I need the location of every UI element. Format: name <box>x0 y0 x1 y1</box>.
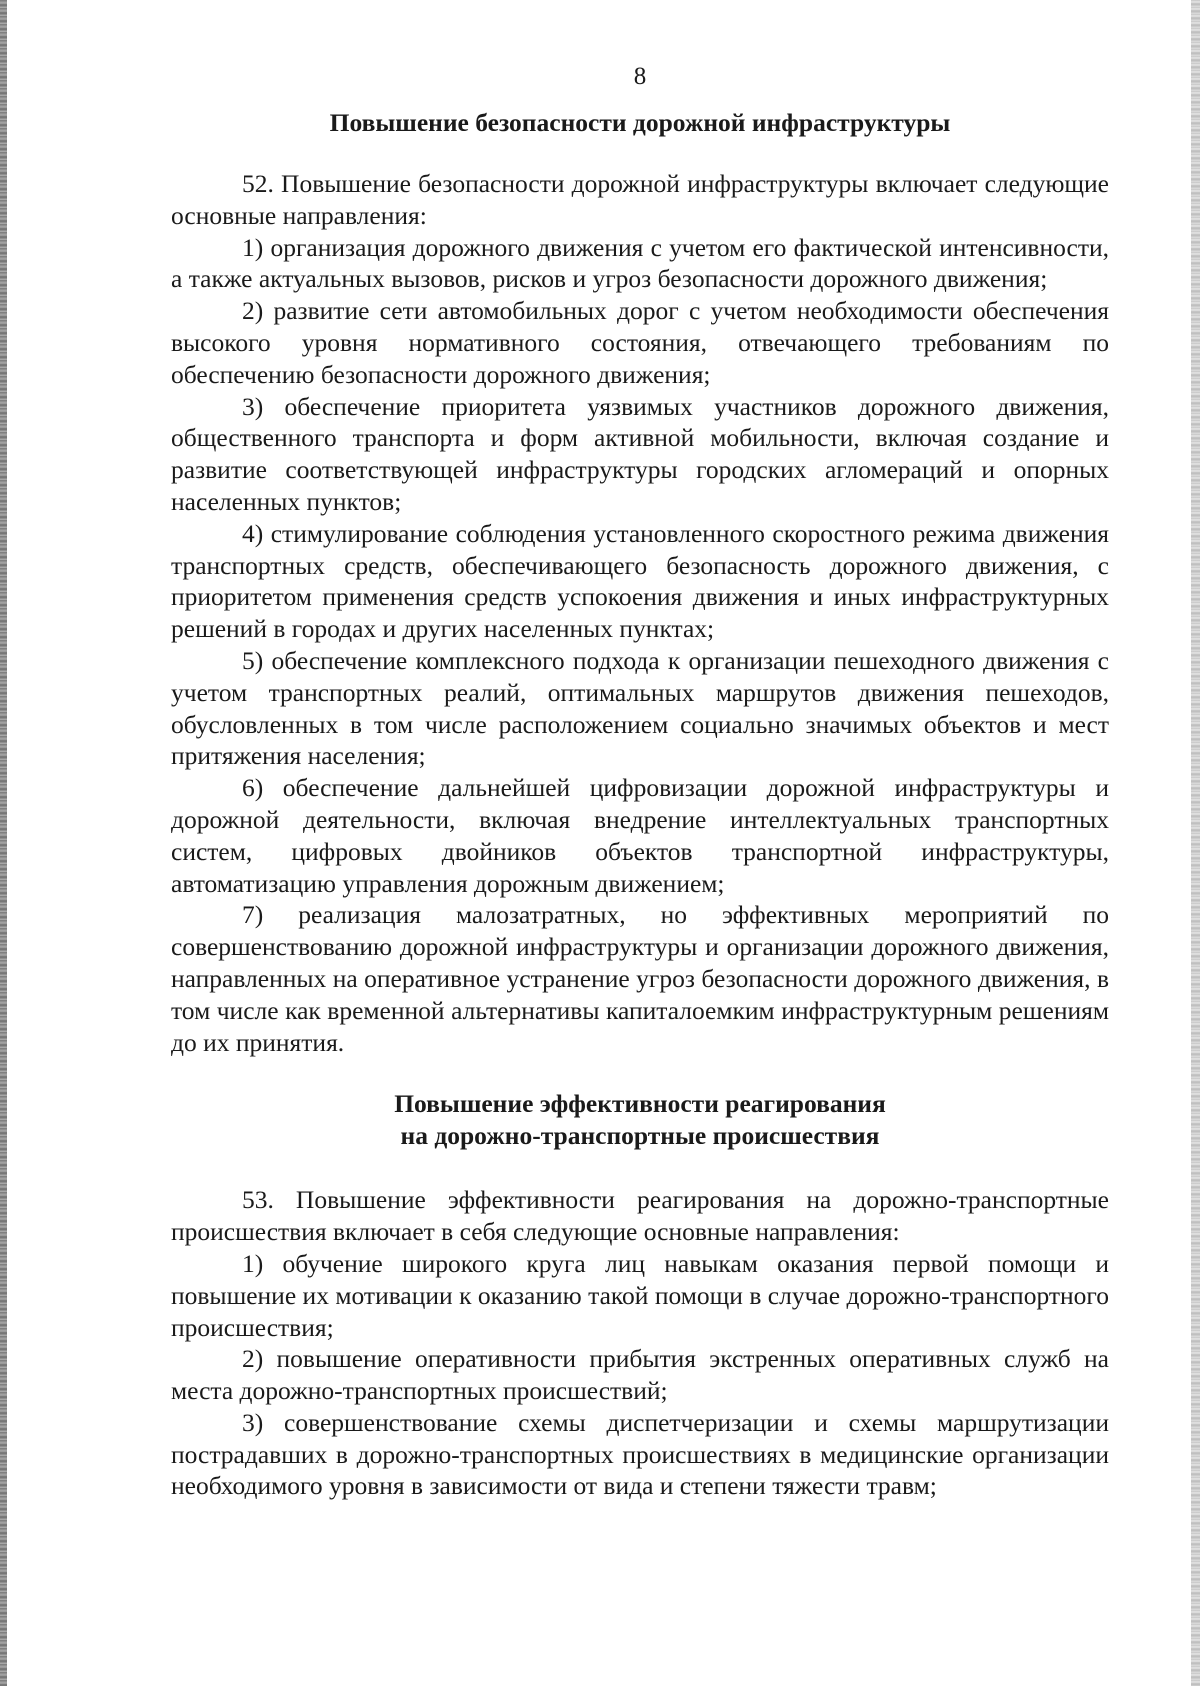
list-item-52-7: 7) реализация малозатратных, но эффективных мероприятий по совершенствованию дорожной инфраструктуры и организации дорожного движения, направленных на оперативное устранение угроз безопасности дорожного движения, в том числе как временной альтернативы капиталоемким инфраструктурным решениям до их принятия. <box>171 900 1109 1057</box>
scan-edge-left <box>0 0 7 1686</box>
list-item-52-3: 3) обеспечение приоритета уязвимых участников дорожного движения, общественного транспорта и форм активной мобильности, включая создание и развитие соответствующей инфраструктуры городских агломераций и опорных населенных пунктов; <box>171 391 1109 516</box>
paragraph-53: 53. Повышение эффективности реагирования на дорожно-транспортные происшествия включает в себя следующие основные направления: <box>171 1185 1109 1247</box>
section-heading-road-infrastructure: Повышение безопасности дорожной инфраструктуры <box>329 108 951 137</box>
list-item-52-5: 5) обеспечение комплексного подхода к организации пешеходного движения с учетом транспортных реалий, оптимальных маршрутов движения пешеходов, обусловленных в том числе расположением социально значимых объектов и мест притяжения населения; <box>171 645 1109 771</box>
list-item-52-6: 6) обеспечение дальнейшей цифровизации дорожной инфраструктуры и дорожной деятельности, включая внедрение интеллектуальных транспортных систем, цифровых двойников объектов транспортной инфраструктуры, автоматизацию управления дорожным движением; <box>171 773 1109 898</box>
section-heading-incident-response <box>171 1088 1109 1152</box>
document-page <box>171 60 1109 1502</box>
list-item-52-1: 1) организация дорожного движения с учетом его фактической интенсивности, а также актуальных вызовов, рисков и угроз безопасности дорожного движения; <box>171 232 1109 294</box>
section-heading-line-1: Повышение эффективности реагирования <box>394 1089 886 1119</box>
list-item-52-2: 2) развитие сети автомобильных дорог с учетом необходимости обеспечения высокого уровня нормативного состояния, отвечающего требованиям по обеспечению безопасности дорожного движения; <box>171 296 1109 389</box>
scan-edge-right <box>1191 0 1200 1686</box>
list-item-53-1: 1) обучение широкого круга лиц навыкам оказания первой помощи и повышение их мотивации к оказанию такой помощи в случае дорожно-транспортного происшествия; <box>171 1248 1109 1342</box>
page-number: 8 <box>633 63 647 90</box>
section-heading-line-2: на дорожно-транспортные происшествия <box>400 1121 880 1151</box>
list-item-53-2: 2) повышение оперативности прибытия экстренных оперативных служб на места дорожно-транспортных происшествий; <box>171 1344 1109 1406</box>
list-item-53-3: 3) совершенствование схемы диспетчеризации и схемы маршрутизации пострадавших в дорожно-транспортных происшествиях в медицинские организации необходимого уровня в зависимости от вида и степени тяжести травм; <box>171 1407 1109 1501</box>
list-item-52-4: 4) стимулирование соблюдения установленного скоростного режима движения транспортных средств, обеспечивающего безопасность дорожного движения, с приоритетом применения средств успокоения движения и иных инфраструктурных решений в городах и других населенных пунктах; <box>171 518 1109 644</box>
paragraph-52: 52. Повышение безопасности дорожной инфраструктуры включает следующие основные направления: <box>171 169 1109 230</box>
